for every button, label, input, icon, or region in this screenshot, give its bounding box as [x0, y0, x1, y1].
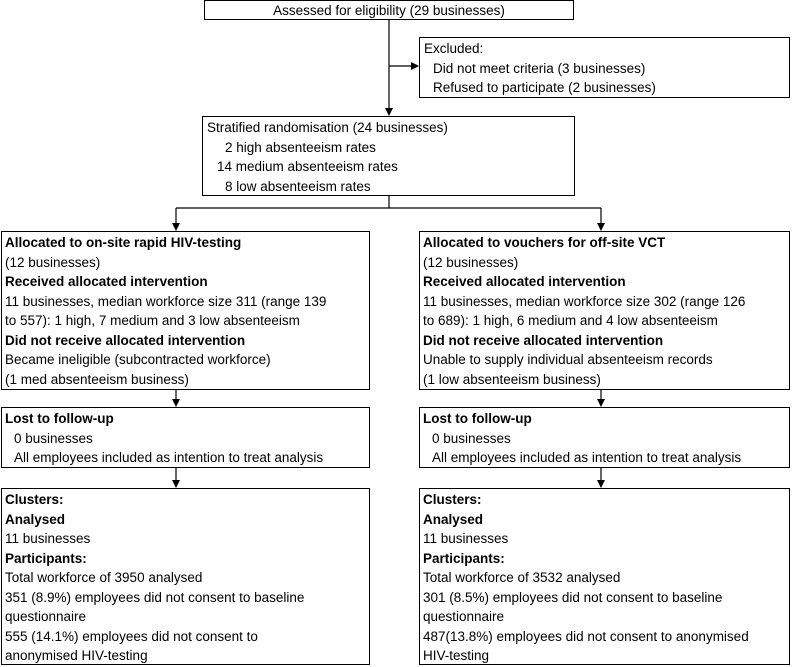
received-title: Received allocated intervention [5, 274, 208, 289]
participants-line: 351 (8.9%) employees did not consent to baseline [5, 589, 305, 605]
received-line: to 557): 1 high, 7 medium and 3 low absenteeism [5, 313, 300, 328]
followup-title: Lost to follow-up [5, 411, 114, 426]
randomisation-stratum: 2 high absenteeism rates [225, 139, 376, 155]
followup-line: 0 businesses [14, 430, 93, 446]
right-allocation-box [419, 231, 790, 390]
participants-line: anonymised HIV-testing [5, 648, 148, 663]
not-received-line: Became ineligible (subcontracted workforce) [5, 352, 271, 367]
analysed-count: 11 businesses [423, 531, 509, 546]
randomisation-stratum: 8 low absenteeism rates [225, 178, 371, 194]
left-allocation-box [1, 231, 370, 390]
allocation-count: (12 businesses) [5, 254, 101, 270]
received-line: to 689): 1 high, 6 medium and 4 low absenteeism [423, 313, 718, 328]
analysed-title: Analysed [5, 511, 66, 527]
participants-line: Total workforce of 3950 analysed [5, 570, 203, 585]
not-received-line: Unable to supply individual absenteeism records [423, 352, 713, 367]
followup-line: All employees included as intention to treat analysis [14, 450, 324, 465]
participants-title: Participants: [5, 550, 87, 566]
received-line: 11 businesses, median workforce size 311 (range 139 [5, 293, 327, 309]
clusters-title: Clusters: [5, 492, 64, 507]
not-received-title: Did not receive allocated intervention [423, 332, 664, 348]
excluded-item: Refused to participate (2 businesses) [433, 80, 656, 95]
followup-title: Lost to follow-up [423, 411, 532, 426]
participants-line: questionnaire [5, 609, 87, 624]
participants-line: HIV-testing [423, 648, 490, 663]
participants-title: Participants: [423, 550, 505, 566]
participants-line: Total workforce of 3532 analysed [423, 570, 621, 585]
followup-line: All employees included as intention to treat analysis [432, 450, 742, 465]
participants-line: questionnaire [423, 609, 505, 624]
randomisation-box [202, 116, 575, 196]
analysed-count: 11 businesses [5, 531, 91, 546]
followup-line: 0 businesses [432, 430, 511, 446]
right-clusters-box [419, 488, 790, 665]
left-clusters-box [1, 488, 370, 665]
excluded-box [419, 37, 790, 98]
participants-line: 487(13.8%) employees did not consent to anonymised [423, 628, 749, 644]
randomisation-title: Stratified randomisation (24 businesses) [207, 120, 448, 135]
received-title: Received allocated intervention [423, 274, 626, 289]
right-followup-box [419, 407, 790, 468]
participants-line: 555 (14.1%) employees did not consent to [5, 628, 258, 644]
left-followup-box [1, 407, 370, 468]
excluded-title: Excluded: [424, 41, 484, 56]
randomisation-stratum: 14 medium absenteeism rates [217, 159, 398, 174]
analysed-title: Analysed [423, 511, 484, 527]
not-received-line: (1 med absenteeism business) [5, 371, 189, 387]
allocation-title: Allocated to vouchers for off-site VCT [423, 235, 666, 250]
received-line: 11 businesses, median workforce size 302 (range 126 [423, 293, 746, 309]
excluded-item: Did not meet criteria (3 businesses) [433, 60, 646, 76]
eligibility-text: Assessed for eligibility (29 businesses) [273, 3, 505, 18]
clusters-title: Clusters: [423, 492, 482, 507]
eligibility-box [204, 0, 574, 20]
allocation-title: Allocated to on-site rapid HIV-testing [5, 235, 242, 250]
not-received-title: Did not receive allocated intervention [5, 332, 246, 348]
not-received-line: (1 low absenteeism business) [423, 371, 601, 387]
participants-line: 301 (8.5%) employees did not consent to baseline [423, 589, 723, 605]
allocation-count: (12 businesses) [423, 254, 519, 270]
